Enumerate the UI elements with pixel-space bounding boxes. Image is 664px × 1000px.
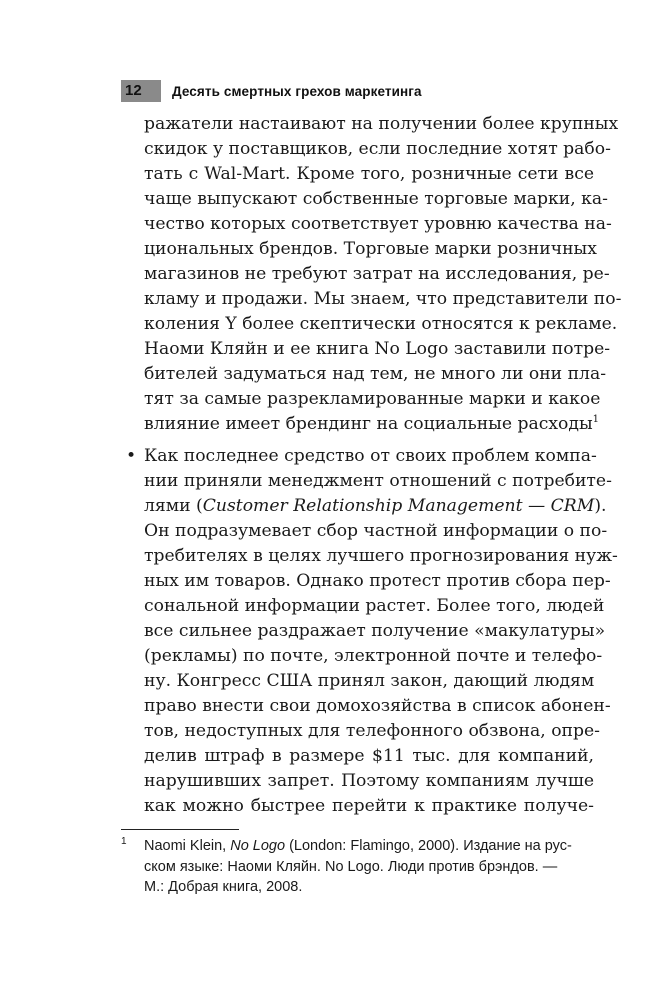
paragraph-continuation xyxy=(144,112,622,437)
text-line: чаще выпускают собственные торговые марки, ка- xyxy=(144,189,608,209)
footnote-marker: 1 xyxy=(121,836,127,847)
text-line: как можно быстрее перейти к практике получе- xyxy=(144,796,594,816)
text-line: делив штраф в размере $11 тыс. для компаний, xyxy=(144,746,594,766)
page-number: 12 xyxy=(121,80,161,102)
text-line: чество которых соответствует уровню качества на- xyxy=(144,214,612,234)
footnote-divider xyxy=(121,829,239,830)
text-line: требителях в целях лучшего прогнозирования нуж- xyxy=(144,546,618,566)
text-line: коления Y более скептически относятся к рекламе. xyxy=(144,314,618,334)
text-line: все сильнее раздражает получение «макулатуры» xyxy=(144,621,606,641)
text-line: ражатели настаивают на получении более крупных xyxy=(144,114,619,134)
footnote-reference: 1 xyxy=(592,414,600,425)
text-fragment: ). xyxy=(594,496,607,516)
text-line: бителей задуматься над тем, не много ли они пла- xyxy=(144,364,607,384)
text-line: тят за самые разрекламированные марки и какое xyxy=(144,389,601,409)
text-line: магазинов не требуют затрат на исследования, ре- xyxy=(144,264,610,284)
text-line xyxy=(144,494,607,519)
footnote-line xyxy=(144,836,595,857)
text-line: скидок у поставщиков, если последние хотят рабо- xyxy=(144,139,611,159)
text-line: Он подразумевает сбор частной информации о по- xyxy=(144,521,608,541)
text-line: нии приняли менеджмент отношений с потребите- xyxy=(144,471,612,491)
text-line: ну. Конгресс США принял закон, дающий людям xyxy=(144,671,595,691)
text-line: (рекламы) по почте, электронной почте и телефо- xyxy=(144,646,603,666)
text-line: кламу и продажи. Мы знаем, что представители по- xyxy=(144,289,622,309)
text-line xyxy=(144,412,600,437)
text-line-content: влияние имеет брендинг на социальные расходы xyxy=(144,414,593,434)
italic-term: Customer Relationship Management — CRM xyxy=(202,496,595,516)
text-line xyxy=(126,444,597,469)
text-line: право внести свои домохозяйства в список абонен- xyxy=(144,696,611,716)
text-line: Наоми Кляйн и ее книга No Logo заставили потре- xyxy=(144,339,611,359)
text-fragment: (London: Flamingo, 2000). Издание на рус- xyxy=(285,838,572,854)
footnote xyxy=(121,836,595,898)
text-line: тов, недоступных для телефонного обзвона, опре- xyxy=(144,721,600,741)
text-line: тать с Wal-Mart. Кроме того, розничные сети все xyxy=(144,164,594,184)
bullet-paragraph xyxy=(126,444,618,819)
running-header xyxy=(121,80,422,102)
text-line: нарушивших запрет. Поэтому компаниям лучше xyxy=(144,771,594,791)
text-fragment: лями ( xyxy=(144,496,203,516)
footnote-line: М.: Добрая книга, 2008. xyxy=(144,879,303,895)
footnote-title: No Logo xyxy=(230,838,286,854)
bullet-icon: • xyxy=(126,446,137,466)
main-text xyxy=(126,112,622,819)
footnote-line: ском языке: Наоми Кляйн. No Logo. Люди против брэндов. — xyxy=(144,858,558,875)
text-line: сональной информации растет. Более того, людей xyxy=(144,596,605,616)
footnote-author: Naomi Klein, xyxy=(144,838,231,854)
text-line: циональных брендов. Торговые марки розничных xyxy=(144,239,597,259)
text-line: ных им товаров. Однако протест против сбора пер- xyxy=(144,571,611,591)
text-line-content: Как последнее средство от своих проблем компа- xyxy=(144,446,597,466)
running-title: Десять смертных грехов маркетинга xyxy=(172,83,422,99)
